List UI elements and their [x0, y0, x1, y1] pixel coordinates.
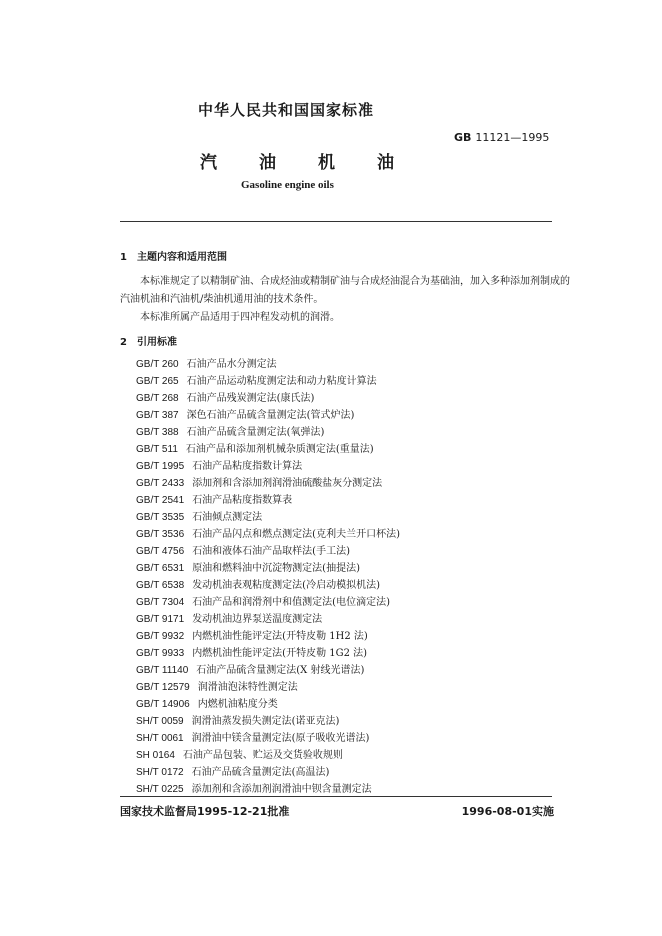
reference-item — [136, 475, 400, 492]
section-1-title: 主题内容和适用范围 — [136, 252, 227, 263]
reference-title: 石油产品水分测定法 — [186, 359, 277, 370]
reference-code: GB/T 387 — [136, 410, 179, 421]
reference-item — [136, 509, 400, 526]
reference-code: GB/T 6531 — [136, 563, 185, 574]
reference-list — [136, 356, 400, 798]
reference-item — [136, 645, 400, 662]
approval-line: 国家技术监督局1995-12-21批准 — [120, 805, 290, 818]
reference-title: 内燃机油性能评定法(开特皮勒 1H2 法) — [192, 631, 368, 642]
section-1-number: 1 — [120, 252, 127, 263]
reference-title: 添加剂和含添加剂润滑油硫酸盐灰分测定法 — [192, 478, 383, 489]
reference-item — [136, 560, 400, 577]
section-2-title: 引用标准 — [136, 337, 177, 348]
reference-code: SH/T 0172 — [136, 767, 184, 778]
reference-item — [136, 424, 400, 441]
reference-title: 发动机油表观粘度测定法(冷启动模拟机法) — [192, 580, 380, 591]
reference-code: GB/T 2433 — [136, 478, 185, 489]
reference-item — [136, 441, 400, 458]
standard-number-value: 11121—1995 — [475, 131, 550, 144]
reference-code: GB/T 3536 — [136, 529, 185, 540]
reference-item — [136, 373, 400, 390]
reference-item — [136, 407, 400, 424]
reference-code: GB/T 2541 — [136, 495, 185, 506]
section-1-heading — [120, 248, 227, 263]
reference-code: SH 0164 — [136, 750, 175, 761]
reference-title: 石油产品硫含量测定法(高温法) — [191, 767, 330, 778]
reference-title: 石油产品和润滑剂中和值测定法(电位滴定法) — [192, 597, 390, 608]
reference-code: GB/T 11140 — [136, 665, 189, 676]
reference-title: 内燃机油性能评定法(开特皮勒 1G2 法) — [192, 648, 368, 659]
reference-title: 润滑油中镁含量测定法(原子吸收光谱法) — [191, 733, 370, 744]
reference-code: GB/T 9171 — [136, 614, 185, 625]
reference-title: 石油产品闪点和燃点测定法(克利夫兰开口杯法) — [192, 529, 400, 540]
reference-item — [136, 356, 400, 373]
reference-title: 石油产品粘度指数计算法 — [192, 461, 303, 472]
reference-title: 内燃机油粘度分类 — [197, 699, 278, 710]
country-standard-heading: 中华人民共和国国家标准 — [198, 101, 375, 119]
reference-title: 深色石油产品硫含量测定法(管式炉法) — [186, 410, 355, 421]
reference-code: GB/T 260 — [136, 359, 179, 370]
header-divider — [120, 221, 552, 222]
reference-item — [136, 390, 400, 407]
reference-item — [136, 492, 400, 509]
section-2-heading — [120, 333, 177, 348]
reference-item — [136, 747, 400, 764]
document-subtitle: Gasoline engine oils — [241, 179, 334, 191]
reference-item — [136, 662, 400, 679]
implementation-date: 1996-08-01实施 — [461, 805, 554, 818]
standard-prefix: GB — [454, 131, 472, 144]
reference-code: GB/T 9932 — [136, 631, 185, 642]
reference-code: SH/T 0061 — [136, 733, 184, 744]
reference-item — [136, 713, 400, 730]
section-1-para2: 本标准所属产品适用于四冲程发动机的润滑。 — [140, 312, 340, 323]
section-1-para1-line1: 本标准规定了以精制矿油、合成烃油或精制矿油与合成烃油混合为基础油，加入多种添加剂制成的 — [140, 276, 570, 287]
reference-title: 石油产品和添加剂机械杂质测定法(重量法) — [185, 444, 374, 455]
reference-item — [136, 730, 400, 747]
section-2-number: 2 — [120, 337, 127, 348]
reference-title: 发动机油边界泵送温度测定法 — [192, 614, 323, 625]
reference-code: GB/T 14906 — [136, 699, 190, 710]
reference-title: 润滑油蒸发损失测定法(诺亚克法) — [191, 716, 340, 727]
reference-title: 石油产品运动粘度测定法和动力粘度计算法 — [186, 376, 377, 387]
reference-item — [136, 679, 400, 696]
reference-item — [136, 458, 400, 475]
reference-title: 润滑油泡沫特性测定法 — [197, 682, 298, 693]
reference-title: 石油产品包装、贮运及交货验收规则 — [182, 750, 343, 761]
reference-code: GB/T 268 — [136, 393, 179, 404]
reference-code: GB/T 3535 — [136, 512, 185, 523]
reference-code: GB/T 265 — [136, 376, 179, 387]
reference-code: GB/T 388 — [136, 427, 179, 438]
reference-code: GB/T 7304 — [136, 597, 185, 608]
reference-code: SH/T 0225 — [136, 784, 184, 795]
reference-code: GB/T 12579 — [136, 682, 190, 693]
reference-title: 添加剂和含添加剂润滑油中钡含量测定法 — [191, 784, 372, 795]
reference-title: 石油产品残炭测定法(康氏法) — [186, 393, 315, 404]
reference-code: GB/T 6538 — [136, 580, 185, 591]
reference-item — [136, 764, 400, 781]
reference-item — [136, 526, 400, 543]
reference-item — [136, 611, 400, 628]
reference-title: 石油产品硫含量测定法(X 射线光谱法) — [196, 665, 365, 676]
reference-item — [136, 543, 400, 560]
reference-item — [136, 577, 400, 594]
document-title: 汽油机油 — [200, 153, 436, 173]
reference-code: GB/T 4756 — [136, 546, 185, 557]
reference-item — [136, 594, 400, 611]
reference-title: 石油产品硫含量测定法(氧弹法) — [186, 427, 325, 438]
reference-title: 石油倾点测定法 — [192, 512, 263, 523]
reference-title: 石油和液体石油产品取样法(手工法) — [192, 546, 350, 557]
reference-code: GB/T 9933 — [136, 648, 185, 659]
reference-code: GB/T 511 — [136, 444, 178, 455]
section-1-para1-line2: 汽油机油和汽油机/柴油机通用油的技术条件。 — [120, 294, 324, 305]
reference-code: SH/T 0059 — [136, 716, 184, 727]
standard-number — [454, 131, 549, 144]
reference-title: 石油产品粘度指数算表 — [192, 495, 293, 506]
reference-code: GB/T 1995 — [136, 461, 185, 472]
footer-divider — [120, 796, 552, 797]
reference-item — [136, 696, 400, 713]
reference-item — [136, 628, 400, 645]
reference-title: 原油和燃料油中沉淀物测定法(抽提法) — [192, 563, 360, 574]
